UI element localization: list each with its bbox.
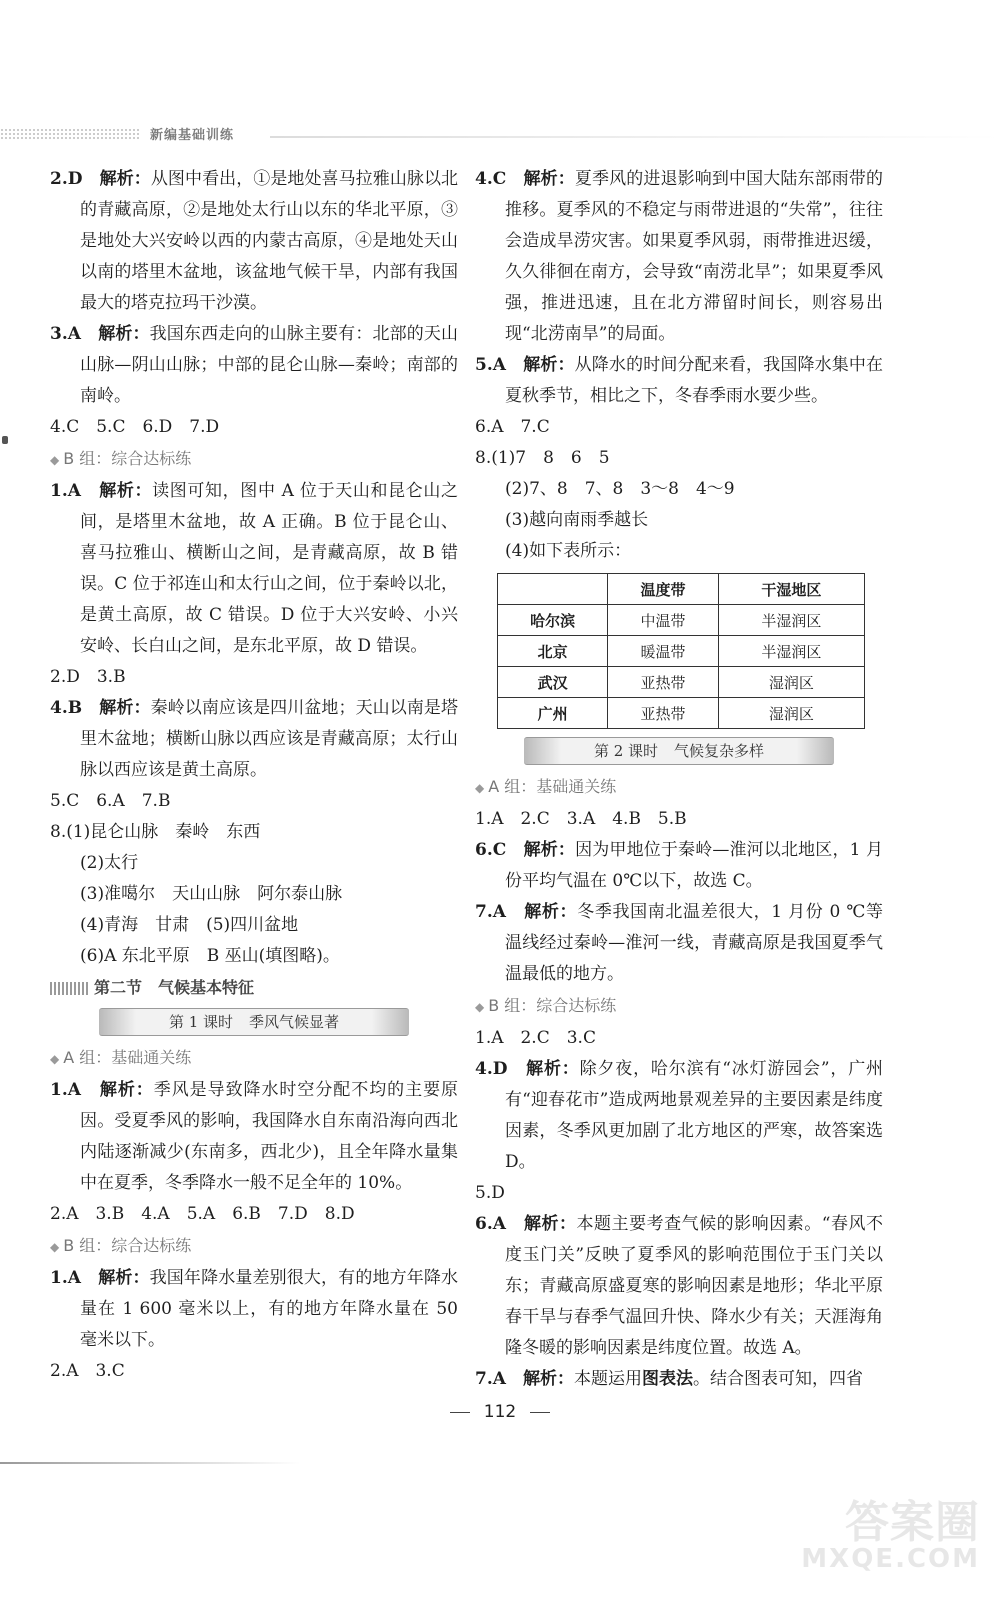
question-number: 7. [475,1369,493,1389]
analysis-text: 因为甲地位于秦岭—淮河以北地区，1 月份平均气温在 0℃以下，故选 C。 [505,840,884,891]
table-row [498,698,865,729]
answer-item [475,835,883,897]
lesson-banner [524,737,834,765]
watermark-text-url: MXQE.COM [801,1544,980,1574]
diamond-icon: ◆ [50,1052,60,1066]
analysis-text: 冬季我国南北温差很大，1 月份 0 ℃等温线经过秦岭—淮河一线，青藏高原是我国夏季气温最低的地方。 [505,902,883,984]
table-row [498,667,865,698]
answer-choice: A [67,481,81,501]
answer-choice: D [67,169,83,189]
diamond-icon: ◆ [475,781,485,795]
city-cell: 武汉 [498,667,608,698]
analysis-label: 解析： [99,1080,154,1100]
watermark-text-cn: 答案圈 [845,1497,980,1548]
answer-line: 6.A 7.C [475,417,550,437]
city-cell: 哈尔滨 [498,605,608,636]
table-cell: 暖温带 [608,636,718,667]
climate-table [497,573,865,729]
footer-dash-left [450,1412,470,1413]
question-number: 7. [475,902,493,922]
analysis-label: 解析： [523,1214,577,1234]
section-heading [50,972,458,1004]
question-number: 5. [475,355,493,375]
footer-dash-right [530,1412,550,1413]
answer-item [50,693,458,786]
analysis-text: 除夕夜，哈尔滨有“冰灯游园会”，广州有“迎春花市”造成两地景观差异的主要因素是纬度因素，冬季风更加剧了北方地区的严寒，故答案选 D。 [505,1059,884,1172]
answer-item [475,1054,883,1178]
lesson-banner [99,1008,409,1036]
analysis-text: 读图可知，图中 A 位于天山和昆仑山之间，是塔里木盆地，故 A 正确。B 位于昆仑山、喜马拉雅山、横断山之间，是青藏高原，故 B 错误。C 位于祁连山和太行山之间，位于秦岭以北，是黄土高原，故 C 错误。D 位于大兴安岭、小兴安岭、长白山之间，是东北平原，故 D 错误。 [80,481,459,656]
answer-line: 8.(1)昆仑山脉 秦岭 东西 [50,822,261,842]
sub-answer: (4)青海 甘肃 (5)四川盆地 [80,915,299,935]
question-number: 2. [50,169,68,189]
question-number: 1. [50,1268,68,1288]
sub-answer: (3)准噶尔 天山山脉 阿尔泰山脉 [80,884,343,904]
answer-choice: D [492,1059,508,1079]
analysis-text: 季风是导致降水时空分配不均的主要原因。受夏季风的影响，我国降水自东南沿海向西北内陆逐渐减少(东南多，西北少)，且全年降水量集中在夏季，冬季降水一般不足全年的 10%。 [80,1080,459,1193]
header-brand: 新编基础训练 [150,128,235,143]
left-column [50,164,458,1387]
answer-choice: A [67,1268,81,1288]
answer-choice: A [492,355,506,375]
city-cell: 广州 [498,698,608,729]
question-number: 6. [475,840,493,860]
answer-line: 1.A 2.C 3.A 4.B 5.B [475,809,687,829]
answer-choice: C [492,169,507,189]
answer-item [475,350,883,412]
analysis-label: 解析： [523,169,575,189]
lesson-title: 季风气候显著 [249,1013,340,1031]
answer-item [50,319,458,412]
analysis-text: 从图中看出，①是地处喜马拉雅山脉以北的青藏高原，②是地处太行山以东的华北平原，③是地处大兴安岭以西的内蒙古高原，④是地处天山以南的塔里木盆地，该盆地气候干旱，内部有我国最大的塔克拉玛干沙漠。 [80,169,459,313]
answer-choice: C [492,840,507,860]
table-cell: 亚热带 [608,698,718,729]
analysis-text-pre: 本题运用 [573,1369,642,1389]
page-header [0,124,1000,144]
group-label: B 组：综合达标练 [63,1236,192,1255]
question-number: 1. [50,481,68,501]
answer-line: 5.C 6.A 7.B [50,791,171,811]
header-dot-pattern [0,128,140,140]
group-heading [475,771,883,804]
group-label: A 组：基础通关练 [63,1048,192,1067]
page-number: 112 [483,1402,517,1422]
analysis-text: 秦岭以南应该是四川盆地；天山以南是塔里木盆地；横断山脉以西应该是青藏高原；太行山脉以西应该是黄土高原。 [80,698,459,780]
table-row [498,636,865,667]
sub-answer: (2)7、8 7、8 3～8 4～9 [505,479,735,499]
answer-line: 2.D 3.B [50,667,126,687]
table-header-cell [498,574,608,605]
analysis-label: 解析： [99,481,153,501]
analysis-label: 解析： [523,840,576,860]
answer-choice: A [67,1080,81,1100]
analysis-label: 解析： [524,902,578,922]
answer-line: 2.A 3.B 4.A 5.A 6.B 7.D 8.D [50,1204,355,1224]
section-title: 第二节 气候基本特征 [94,978,255,997]
analysis-label: 解析： [99,169,151,189]
group-label: A 组：基础通关练 [488,777,617,796]
table-row [498,605,865,636]
answer-item [475,1364,883,1395]
method-keyword: 图表法 [641,1369,693,1389]
question-number: 1. [50,1080,68,1100]
header-rule [270,136,1000,138]
table-header-cell: 温度带 [608,574,718,605]
analysis-label: 解析： [99,698,151,718]
answer-choice: B [67,698,83,718]
table-cell: 半湿润区 [718,605,864,636]
sub-answer: (6)A 东北平原 B 巫山(填图略)。 [80,946,340,966]
question-number: 6. [475,1214,493,1234]
question-number: 4. [475,169,493,189]
group-label: B 组：综合达标练 [63,449,192,468]
sub-answer: (3)越向南雨季越长 [505,510,649,530]
watermark-logo [801,1478,980,1588]
lesson-number: 第 2 课时 [593,742,659,760]
answer-item [50,164,458,319]
answer-line: 4.C 5.C 6.D 7.D [50,417,220,437]
answer-item [50,1263,458,1356]
question-number: 4. [50,698,68,718]
margin-mark [2,436,8,444]
answer-line: 2.A 3.C [50,1361,125,1381]
lesson-title: 气候复杂多样 [674,742,765,760]
analysis-text: 我国东西走向的山脉主要有：北部的天山山脉—阴山山脉；中部的昆仑山脉—秦岭；南部的南岭。 [80,324,459,406]
table-header-row [498,574,865,605]
group-label: B 组：综合达标练 [488,996,617,1015]
diamond-icon: ◆ [50,1240,60,1254]
sub-answer: (4)如下表所示： [505,541,632,561]
answer-choice: A [67,324,81,344]
diamond-icon: ◆ [475,1000,485,1014]
answer-item [475,164,883,350]
lesson-number: 第 1 课时 [168,1013,234,1031]
answer-choice: A [492,1214,506,1234]
section-bar-icon [50,982,88,995]
group-heading [50,1230,458,1263]
analysis-text: 。结合图表可知，四省 [692,1369,863,1389]
table-header-cell: 干湿地区 [718,574,864,605]
analysis-label: 解析： [98,324,150,344]
analysis-label: 解析： [523,355,575,375]
diamond-icon: ◆ [50,453,60,467]
bottom-rule [0,1462,300,1464]
question-number: 3. [50,324,68,344]
group-heading [50,443,458,476]
table-cell: 半湿润区 [718,636,864,667]
analysis-text: 从降水的时间分配来看，我国降水集中在夏秋季节，相比之下，冬春季雨水要少些。 [505,355,884,406]
answer-item [50,476,458,662]
answer-choice: A [492,902,506,922]
analysis-text: 本题主要考查气候的影响因素。“春风不度玉门关”反映了夏季风的影响范围位于玉门关以东；青藏高原盛夏寒的影响因素是地形；华北平原春干旱与春季气温回升快、降水少有关；天涯海角隆冬暖的影响因素是纬度位置。故选 A。 [505,1214,883,1358]
analysis-label: 解析： [522,1369,574,1389]
answer-item [475,897,883,990]
group-heading [475,990,883,1023]
right-column [475,164,883,1395]
group-heading [50,1042,458,1075]
table-cell: 亚热带 [608,667,718,698]
question-number: 4. [475,1059,493,1079]
analysis-label: 解析： [526,1059,580,1079]
page-footer [0,1402,1000,1422]
city-cell: 北京 [498,636,608,667]
table-cell: 湿润区 [718,698,864,729]
analysis-text: 我国年降水量差别很大，有的地方年降水量在 1 600 毫米以上，有的地方年降水量在 50 毫米以下。 [80,1268,459,1350]
analysis-text: 夏季风的进退影响到中国大陆东部雨带的推移。夏季风的不稳定与雨带进退的“失常”，往往会造成旱涝灾害。如果夏季风弱，雨带推进迟缓，久久徘徊在南方，会导致“南涝北旱”；如果夏季风强，推进迅速，且在北方滞留时间长，则容易出现“北涝南旱”的局面。 [505,169,884,344]
answer-choice: A [492,1369,506,1389]
table-cell: 中温带 [608,605,718,636]
analysis-label: 解析： [98,1268,150,1288]
answer-line: 1.A 2.C 3.C [475,1028,596,1048]
table-cell: 湿润区 [718,667,864,698]
answer-line: 8.(1)7 8 6 5 [475,448,610,468]
answer-item [475,1209,883,1364]
answer-line: 5.D [475,1183,505,1203]
sub-answer: (2)太行 [80,853,139,873]
answer-item [50,1075,458,1199]
